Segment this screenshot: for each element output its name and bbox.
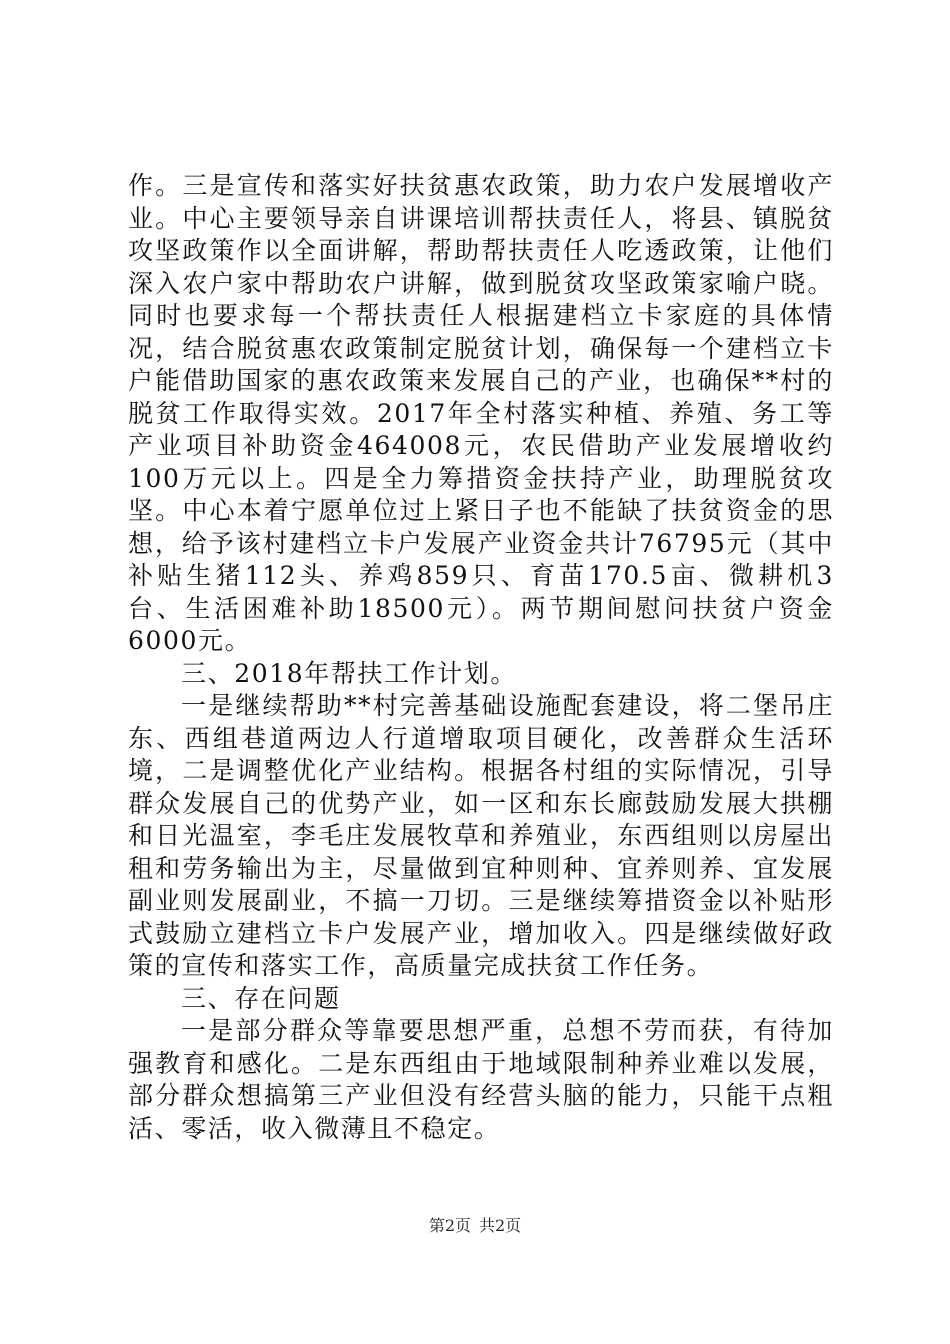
page-number-current: 第2页 [428, 1216, 471, 1235]
heading-2018-plan: 三、2018年帮扶工作计划。 [181, 658, 518, 688]
page-number-total: 共2页 [479, 1216, 522, 1235]
heading-existing-problems: 三、存在问题 [181, 983, 341, 1013]
paragraph-continuation: 作。三是宣传和落实好扶贫惠农政策，助力农户发展增收产业。中心主要领导亲自讲课培训帮扶责任人，将县、镇脱贫攻坚政策作以全面讲解，帮助帮扶责任人吃透政策，让他们深入农户家中帮助农户讲解，做到脱贫攻坚政策家喻户晓。同时也要求每一个帮扶责任人根据建档立卡家庭的具体情况，结合脱贫惠农政策制定脱贫计划，确保每一个建档立卡户能借助国家的惠农政策来发展自己的产业，也确保**村的脱贫工作取得实效。2017年全村落实种植、养殖、务工等产业项目补助资金464008元，农民借助产业发展增收约100万元以上。四是全力筹措资金扶持产业，助理脱贫攻坚。中心本着宁愿单位过上紧日子也不能缺了扶贫资金的思想，给予该村建档立卡户发展产业资金共计76795元（其中补贴生猪112头、养鸡859只、育苗170.5亩、微耕机3台、生活困难补助18500元）。两节期间慰问扶贫户资金6000元。 [128, 171, 834, 655]
page-footer [0, 1216, 950, 1236]
paragraph-existing-problems: 一是部分群众等靠要思想严重，总想不劳而获，有待加强教育和感化。二是东西组由于地域限制种养业难以发展，部分群众想搞第三产业但没有经营头脑的能力，只能干点粗活、零活，收入微薄且不稳定。 [128, 1016, 834, 1143]
paragraph-2018-plan: 一是继续帮助**村完善基础设施配套建设，将二堡吊庄东、西组巷道两边人行道增取项目硬化，改善群众生活环境，二是调整优化产业结构。根据各村组的实际情况，引导群众发展自己的优势产业，如一区和东长廊鼓励发展大拱棚和日光温室，李毛庄发展牧草和养殖业，东西组则以房屋出租和劳务输出为主，尽量做到宜种则种、宜养则养、宜发展副业则发展副业，不搞一刀切。三是继续筹措资金以补贴形式鼓励立建档立卡户发展产业，增加收入。四是继续做好政策的宣传和落实工作，高质量完成扶贫工作任务。 [128, 691, 834, 980]
document-body [128, 170, 834, 1145]
